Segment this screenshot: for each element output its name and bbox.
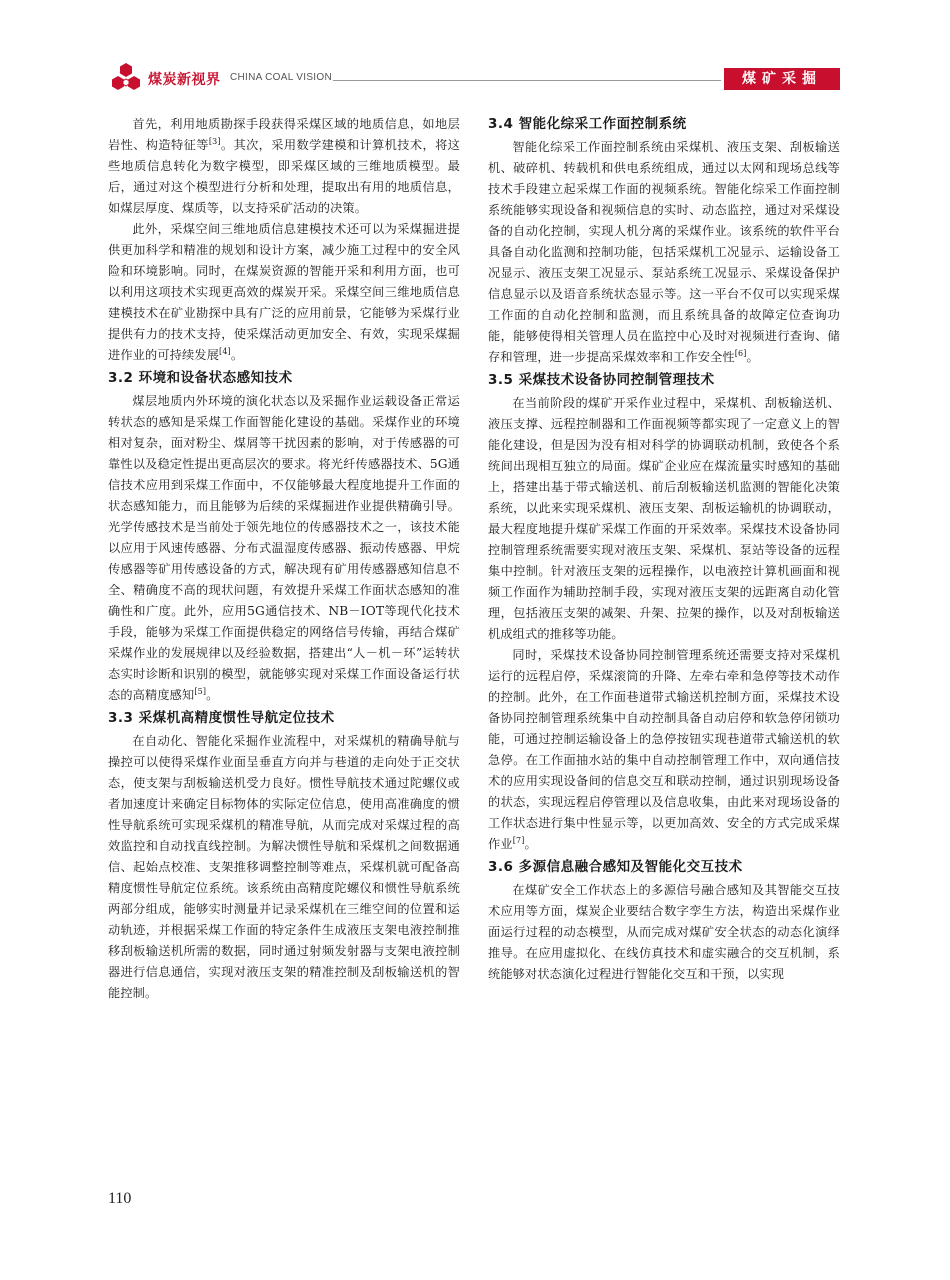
right-column: [488, 114, 840, 985]
paragraph: 智能化综采工作面控制系统由采煤机、液压支架、刮板输送机、破碎机、转载机和供电系统组成，通过以太网和现场总线等技术手段建立起采煤工作面的视频系统。智能化综采工作面控制系统能够实现设备和视频信息的实时、动态监控，通过对采煤设备的自动化控制，实现人机分离的采煤作业。该系统的软件平台具备自动化监测和控制功能，包括采煤机工况显示、运输设备工况显示、液压支架工况显示、泵站系统工况显示、采煤设备保护信息显示以及语音系统状态显示等。这一平台不仅可以实现采煤工作面的自动化控制和监测，而且系统具备的故障定位查询功能，能够使得相关管理人员在监控中心及时对视频进行查询、储存和管理，进一步提高采煤效率和工作安全性[6]。: [488, 140, 840, 364]
left-column: [108, 114, 460, 1004]
paragraph: 在当前阶段的煤矿开采作业过程中，采煤机、刮板输送机、液压支撑、远程控制器和工作面视频等都实现了一定意义上的智能化建设，但是因为没有相对科学的协调联动机制，致使各个系统间出现相互独立的局面。煤矿企业应在煤流量实时感知的基础上，搭建出基于带式输送机、前后刮板输送机监测的智能化决策系统，以此来实现采煤机、液压支架、刮板运输机的协调联动，最大程度地提升煤矿采煤工作面的开采效率。采煤技术设备协同控制管理系统需要实现对液压支架、采煤机、泵站等设备的远程集中控制。针对液压支架的远程操作，以电液控计算机画面和视频工作面作为辅助控制手段，实现对液压支架的远距离自动化管理，包括液压支架的减架、升架、拉架的操作，以及对刮板输送机成组式的推移等功能。: [488, 396, 840, 641]
paragraph: 同时，采煤技术设备协同控制管理系统还需要支持对采煤机运行的远程启停，采煤滚筒的升降、左牵右牵和急停等技术动作的控制。此外，在工作面巷道带式输送机控制方面，采煤技术设备协同控制管理系统集中自动控制具备自动启停和软急停闭锁功能，可通过控制运输设备上的急停按钮实现巷道带式输送机的软急停。在工作面抽水站的集中自动控制管理工作中，双向通信技术的应用实现设备间的信息交互和联动控制，通过识别现场设备的状态，实现远程启停管理以及信息收集，由此来对现场设备的工作状态进行集中性显示等，以更加高效、安全的方式完成采煤作业[7]。: [488, 648, 840, 851]
paragraph: 在煤矿安全工作状态上的多源信号融合感知及其智能交互技术应用等方面，煤炭企业要结合数字孪生方法，构造出采煤作业面运行过程的动态模型，从而完成对煤矿安全状态的动态化演绎推导。在应用虚拟化、在线仿真技术和虚实融合的交互机制，系统能够对状态演化过程进行智能化交互和干预，以实现: [488, 883, 840, 981]
citation: [7]: [512, 835, 525, 845]
journal-name-english: CHINA COAL VISION: [230, 72, 332, 83]
paragraph: 首先，利用地质勘探手段获得采煤区域的地质信息，如地层岩性、构造特征等[3]。其次，采用数学建模和计算机技术，将这些地质信息转化为数字模型，即采煤区域的三维地质模型。最后，通过对这个模型进行分析和处理，提取出有用的地质信息，如煤层厚度、煤质等，以支持采矿活动的决策。: [108, 117, 461, 215]
section-heading-3-5: 3.5 采煤技术设备协同控制管理技术: [488, 372, 715, 388]
section-heading-3-3: 3.3 采煤机高精度惯性导航定位技术: [108, 710, 335, 726]
section-heading-3-6: 3.6 多源信息融合感知及智能化交互技术: [488, 859, 743, 875]
citation: [5]: [194, 686, 207, 696]
page-header: [108, 62, 840, 94]
citation: [3]: [208, 136, 221, 146]
header-divider: [333, 80, 721, 81]
paragraph: 此外，采煤空间三维地质信息建模技术还可以为采煤掘进提供更加科学和精准的规划和设计方案，减少施工过程中的安全风险和环境影响。同时，在煤炭资源的智能开采和利用方面，也可以利用这项技术实现更高效的煤炭开采。采煤空间三维地质信息建模技术在矿业勘探中具有广泛的应用前景，它能够为采煤行业提供有力的技术支持，使采煤活动更加安全、有效，实现采煤掘进作业的可持续发展[4]。: [108, 222, 460, 362]
paragraph: 在自动化、智能化采掘作业流程中，对采煤机的精确导航与操控可以使得采煤作业面呈垂直方向并与巷道的走向处于正交状态，使支架与刮板输送机受力良好。惯性导航技术通过陀螺仪或者加速度计来确定目标物体的实际定位信息，使用高准确度的惯性导航系统可实现采煤机的精准导航，从而完成对采煤过程的高效监控和自动找直线控制。为解决惯性导航和采煤机之间数据通信、起始点校准、支架推移调整控制等难点，采煤机就可配备高精度惯性导航定位系统。该系统由高精度陀螺仪和惯性导航系统两部分组成，能够实时测量并记录采煤机在三维空间的位置和运动轨迹，并根据采煤工作面的特定条件生成液压支架电液控制推移刮板输送机所需的数据，同时通过射频发射器与支架电液控制器进行信息通信，实现对液压支架的精准控制及刮板输送机的智能控制。: [108, 734, 460, 1000]
section-tag: 煤矿采掘: [724, 68, 840, 90]
citation: [4]: [219, 346, 231, 356]
hexagon-cluster-logo-icon: [108, 62, 144, 94]
paragraph: 煤层地质内外环境的演化状态以及采掘作业运载设备正常运转状态的感知是采煤工作面智能化建设的基础。采煤作业的环境相对复杂，面对粉尘、煤屑等干扰因素的影响，对于传感器的可靠性以及稳定性提出更高层次的要求。将光纤传感器技术、5G通信技术应用到采煤工作面中，不仅能够最大程度地提升工作面的状态感知能力，而且能够为后续的采煤掘进作业提供精确引导。光学传感技术是当前处于领先地位的传感器技术之一，该技术能以应用于风速传感器、分布式温湿度传感器、振动传感器、甲烷传感器等矿用传感设备的方式，解决现有矿用传感器感知信息不全、精确度不高的现状问题，有效提升采煤工作面状态感知的准确性和广度。此外，应用5G通信技术、NB－IOT等现代化技术手段，能够为采煤工作面提供稳定的网络信号传输，再结合煤矿采煤作业的发展规律以及经验数据，搭建出“人－机－环”运转状态实时诊断和识别的模型，就能够实现对采煤工作面设备运行状态的高精度感知[5]。: [108, 394, 460, 702]
section-heading-3-2: 3.2 环境和设备状态感知技术: [108, 370, 293, 386]
section-heading-3-4: 3.4 智能化综采工作面控制系统: [488, 116, 687, 132]
journal-name: 煤炭新视界: [148, 72, 221, 88]
page-number: 110: [108, 1190, 132, 1207]
citation: [6]: [734, 348, 747, 358]
